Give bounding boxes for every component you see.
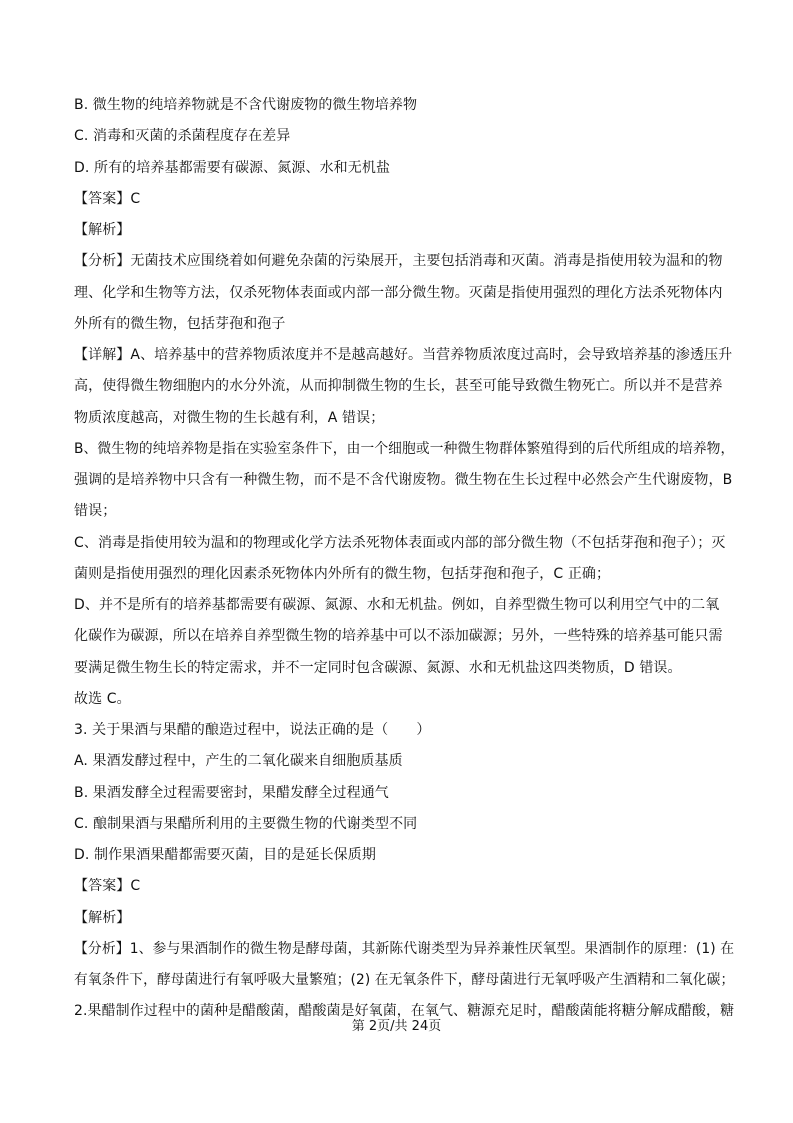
detail-text-line: 错误；	[74, 503, 117, 519]
analysis-text-line: 2.果醋制作过程中的菌种是醋酸菌，醋酸菌是好氧菌，在氧气、糖源充足时，醋酸菌能将糖分解成醋酸，糖	[74, 1003, 735, 1019]
option-c-line: C. 消毒和灭菌的杀菌程度存在差异	[74, 128, 291, 144]
option-a-line: A. 果酒发酵过程中，产生的二氧化碳来自细胞质基质	[74, 753, 403, 769]
analysis-text-line: 理、化学和生物等方法，仅杀死物体表面或内部一部分微生物。灭菌是指使用强烈的理化方法杀死物体内	[74, 285, 723, 301]
option-d-line: D. 制作果酒果醋都需要灭菌，目的是延长保质期	[74, 847, 376, 863]
analysis-text-line: 有氧条件下，酵母菌进行有氧呼吸大量繁殖；(2) 在无氧条件下，酵母菌进行无氧呼吸产生酒精和二氧化碳；	[74, 972, 735, 988]
analysis-text-line: 【分析】1、参与果酒制作的微生物是酵母菌，其新陈代谢类型为异养兼性厌氧型。果酒制作的原理：(1) 在	[74, 941, 735, 957]
analysis-text-line: 【分析】无菌技术应围绕着如何避免杂菌的污染展开，主要包括消毒和灭菌。消毒是指使用较为温和的物	[74, 253, 723, 269]
conclusion-line: 故选 C。	[74, 691, 131, 707]
detail-text-line: B、微生物的纯培养物是指在实验室条件下，由一个细胞或一种微生物群体繁殖得到的后代所组成的培养物，	[74, 441, 735, 457]
option-b-line: B. 果酒发酵全过程需要密封，果醋发酵全过程通气	[74, 785, 389, 801]
detail-text-line: C、消毒是指使用较为温和的物理或化学方法杀死物体表面或内部的部分微生物（不包括芽孢和孢子）；灭	[74, 535, 726, 551]
analysis-heading: 【解析】	[74, 222, 131, 238]
option-d-line: D. 所有的培养基都需要有碳源、氮源、水和无机盐	[74, 160, 391, 176]
detail-text-line: D、并不是所有的培养基都需要有碳源、氮源、水和无机盐。例如，自养型微生物可以利用空气中的二氧	[74, 597, 720, 613]
page-number-footer: 第 2页/共 24页	[351, 1019, 442, 1034]
answer-line: 【答案】C	[74, 878, 141, 894]
detail-text-line: 高，使得微生物细胞内的水分外流，从而抑制微生物的生长，甚至可能导致微生物死亡。所以并不是营养	[74, 378, 723, 394]
detail-text-line: 【详解】A、培养基中的营养物质浓度并不是越高越好。当营养物质浓度过高时，会导致培养基的渗透压升	[74, 347, 733, 363]
option-c-line: C. 酿制果酒与果醋所利用的主要微生物的代谢类型不同	[74, 816, 418, 832]
analysis-heading: 【解析】	[74, 910, 131, 926]
question-3-stem: 3. 关于果酒与果醋的酿造过程中，说法正确的是（ ）	[74, 722, 431, 738]
option-b-line: B. 微生物的纯培养物就是不含代谢废物的微生物培养物	[74, 97, 418, 113]
analysis-text-line: 外所有的微生物，包括芽孢和孢子	[74, 316, 286, 332]
detail-text-line: 菌则是指使用强烈的理化因素杀死物体内外所有的微生物，包括芽孢和孢子，C 正确；	[74, 566, 611, 582]
detail-text-line: 强调的是培养物中只含有一种微生物，而不是不含代谢废物。微生物在生长过程中必然会产生代谢废物，B	[74, 472, 733, 488]
answer-line: 【答案】C	[74, 191, 141, 207]
detail-text-line: 物质浓度越高，对微生物的生长越有利，A 错误；	[74, 410, 385, 426]
detail-text-line: 化碳作为碳源，所以在培养自养型微生物的培养基中可以不添加碳源；另外，一些特殊的培养基可能只需	[74, 628, 723, 644]
detail-text-line: 要满足微生物生长的特定需求，并不一定同时包含碳源、氮源、水和无机盐这四类物质，D 错误。	[74, 660, 682, 676]
